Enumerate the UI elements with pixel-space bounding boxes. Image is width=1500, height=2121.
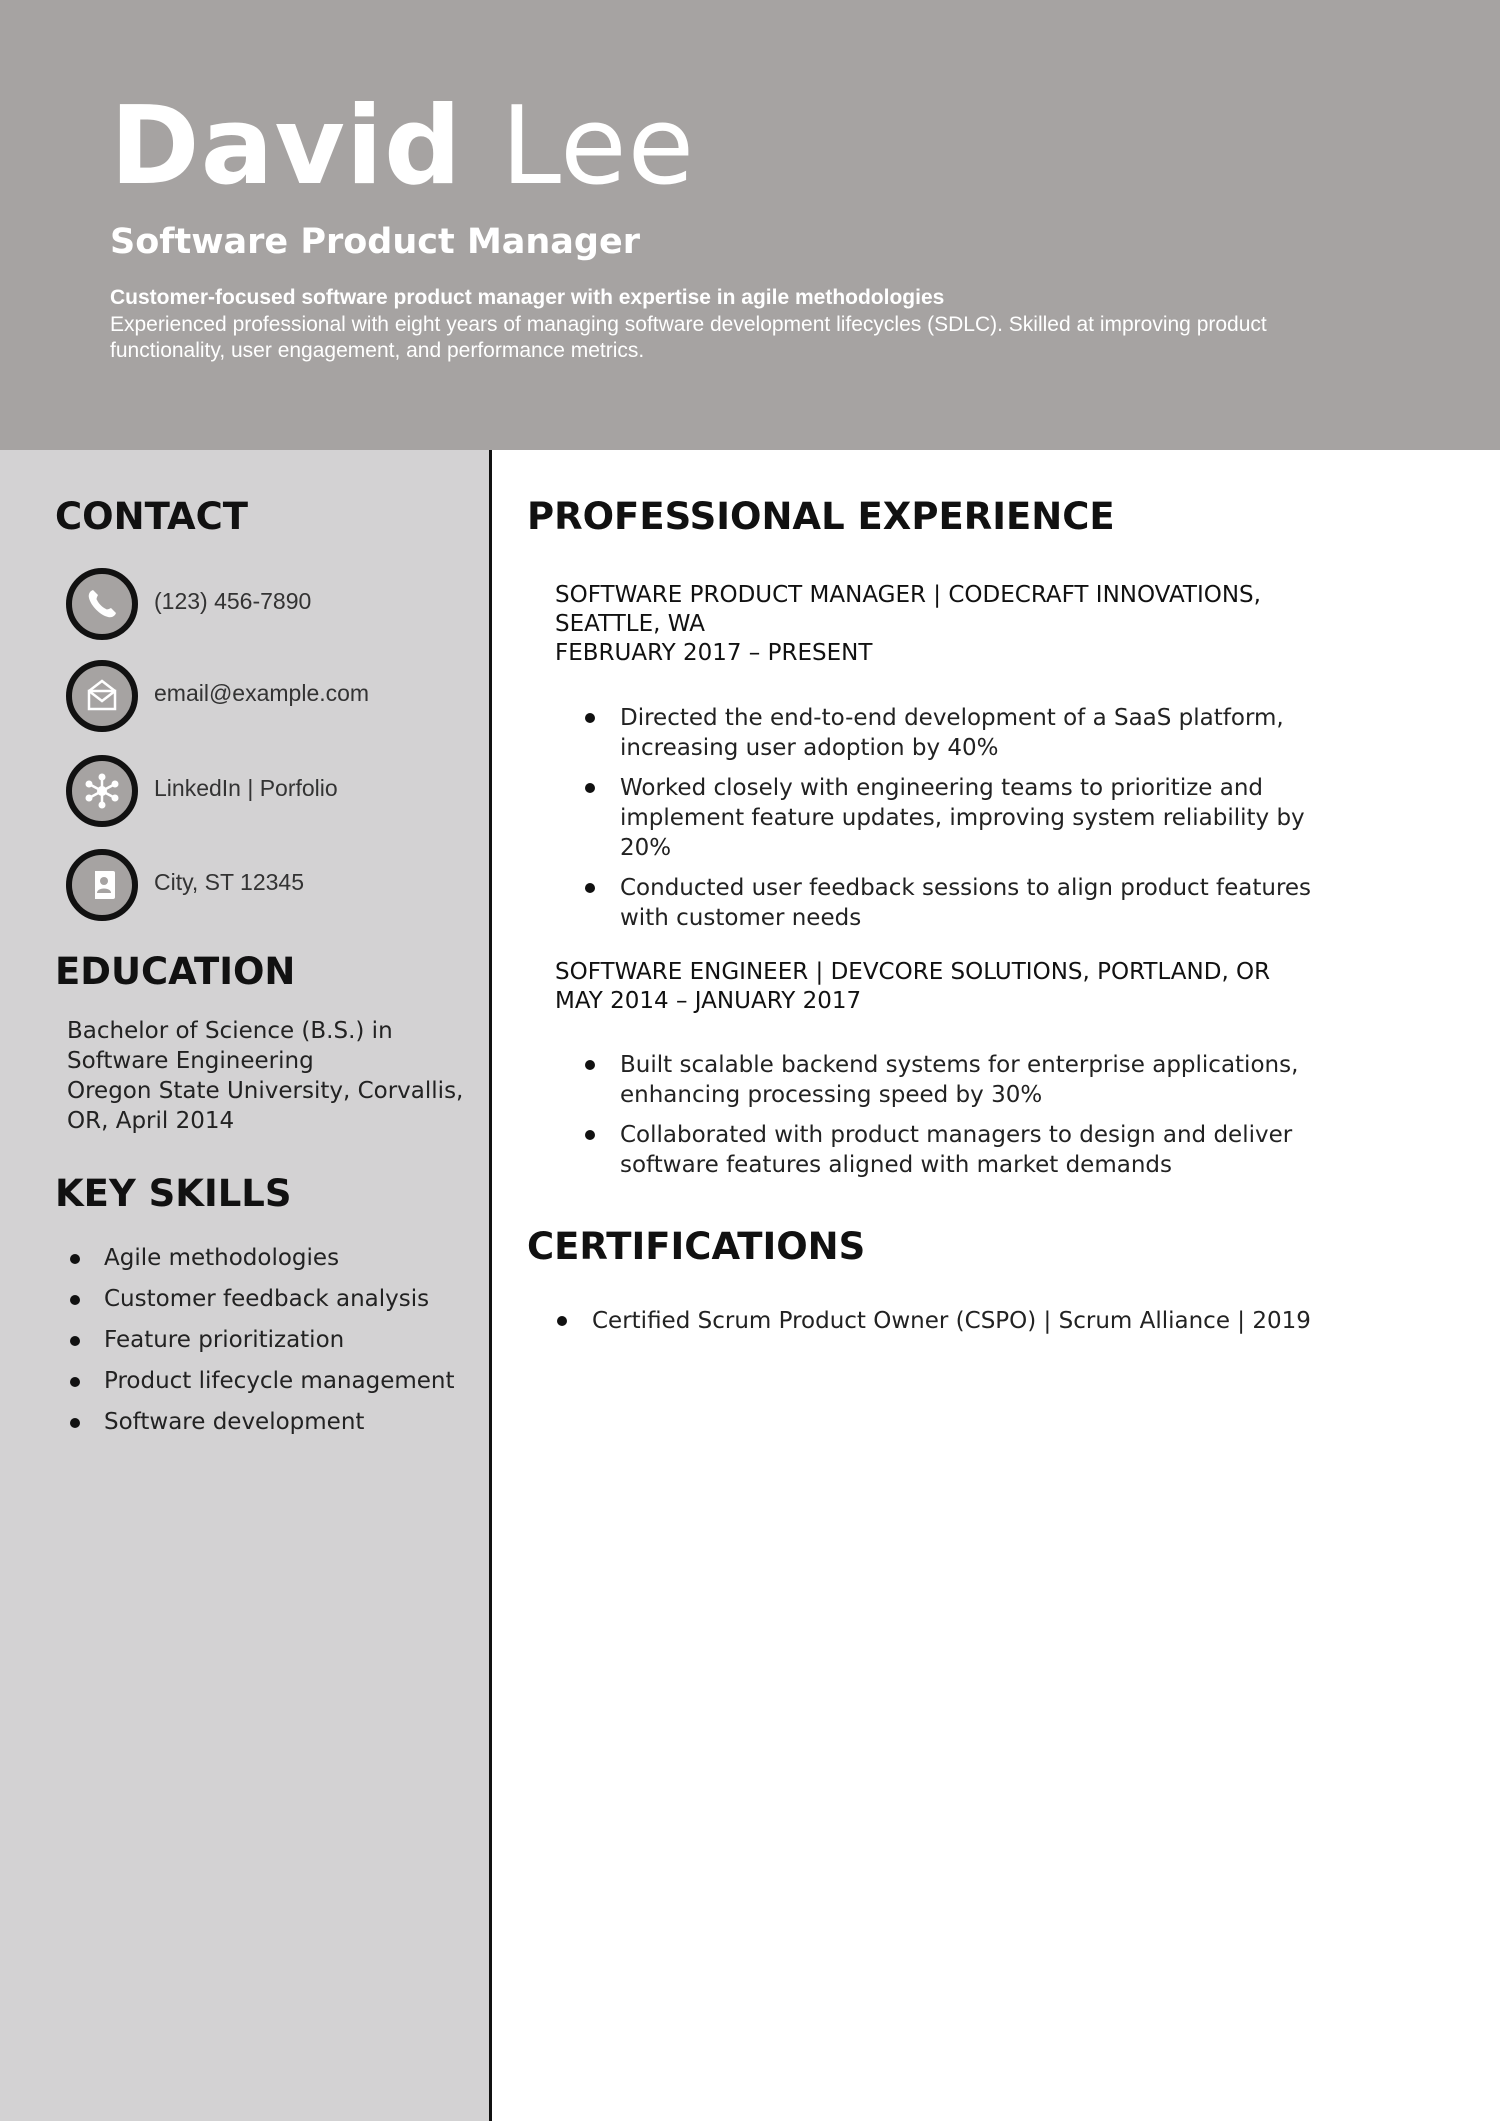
degree-line-1: Bachelor of Science (B.S.) in bbox=[67, 1018, 393, 1044]
last-name: Lee bbox=[500, 84, 696, 209]
skill-item: Product lifecycle management bbox=[66, 1361, 455, 1402]
certifications-heading: CERTIFICATIONS bbox=[527, 1225, 866, 1268]
contact-phone bbox=[66, 568, 466, 640]
school-line-2: OR, April 2014 bbox=[67, 1108, 235, 1134]
skill-item: Software development bbox=[66, 1402, 455, 1443]
first-name: David bbox=[110, 84, 463, 209]
job-title: Software Product Manager bbox=[110, 222, 640, 262]
job-1-dates: FEBRUARY 2017 – PRESENT bbox=[555, 640, 873, 666]
job-1-title-line-1: SOFTWARE PRODUCT MANAGER | CODECRAFT INNOVATIONS, bbox=[555, 582, 1261, 608]
job-1-bullets bbox=[555, 703, 1345, 933]
certification-item: Certified Scrum Product Owner (CSPO) | Scrum Alliance | 2019 bbox=[527, 1306, 1427, 1336]
contact-email bbox=[66, 660, 466, 732]
skills-heading: KEY SKILLS bbox=[55, 1172, 292, 1215]
envelope-icon bbox=[66, 660, 138, 732]
skills-list bbox=[66, 1238, 455, 1443]
job-2-bullets bbox=[555, 1050, 1345, 1180]
address-book-icon bbox=[66, 849, 138, 921]
email-address[interactable]: email@example.com bbox=[154, 680, 370, 706]
job-1-bullet: Worked closely with engineering teams to prioritize and implement feature updates, improving system reliability by 20% bbox=[555, 773, 1345, 863]
contact-links bbox=[66, 755, 466, 827]
skill-item: Agile methodologies bbox=[66, 1238, 455, 1279]
education-heading: EDUCATION bbox=[55, 950, 296, 993]
job-2-header bbox=[555, 958, 1375, 1016]
degree-line-2: Software Engineering bbox=[67, 1048, 314, 1074]
school-line-1: Oregon State University, Corvallis, bbox=[67, 1078, 464, 1104]
summary-tagline: Customer-focused software product manager with expertise in agile methodologies bbox=[110, 286, 945, 309]
contact-location bbox=[66, 849, 466, 921]
network-icon bbox=[66, 755, 138, 827]
skill-item: Feature prioritization bbox=[66, 1320, 455, 1361]
experience-heading: PROFESSIONAL EXPERIENCE bbox=[527, 495, 1115, 538]
education-entry bbox=[67, 1016, 467, 1136]
phone-number[interactable]: (123) 456-7890 bbox=[154, 588, 312, 614]
certifications-list bbox=[527, 1306, 1427, 1336]
job-1-bullet: Conducted user feedback sessions to align product features with customer needs bbox=[555, 873, 1345, 933]
header-banner bbox=[0, 0, 1500, 450]
job-1-title-line-2: SEATTLE, WA bbox=[555, 611, 705, 637]
job-1-header bbox=[555, 581, 1375, 668]
job-1-bullet: Directed the end-to-end development of a SaaS platform, increasing user adoption by 40% bbox=[555, 703, 1345, 763]
job-2-bullet: Built scalable backend systems for enterprise applications, enhancing processing speed by 30% bbox=[555, 1050, 1345, 1110]
job-2-bullet: Collaborated with product managers to design and deliver software features aligned with market demands bbox=[555, 1120, 1345, 1180]
skill-item: Customer feedback analysis bbox=[66, 1279, 455, 1320]
profile-links[interactable]: LinkedIn | Porfolio bbox=[154, 775, 338, 801]
location-text: City, ST 12345 bbox=[154, 869, 305, 895]
contact-heading: CONTACT bbox=[55, 495, 248, 538]
summary-text: Experienced professional with eight years of managing software development lifecycles (SDLC). Skilled at improving product functionality, user engagement, and performance metrics. bbox=[110, 313, 1267, 362]
job-2-title: SOFTWARE ENGINEER | DEVCORE SOLUTIONS, PORTLAND, OR bbox=[555, 959, 1271, 985]
candidate-name bbox=[110, 82, 695, 212]
phone-icon bbox=[66, 568, 138, 640]
job-2-dates: MAY 2014 – JANUARY 2017 bbox=[555, 988, 862, 1014]
